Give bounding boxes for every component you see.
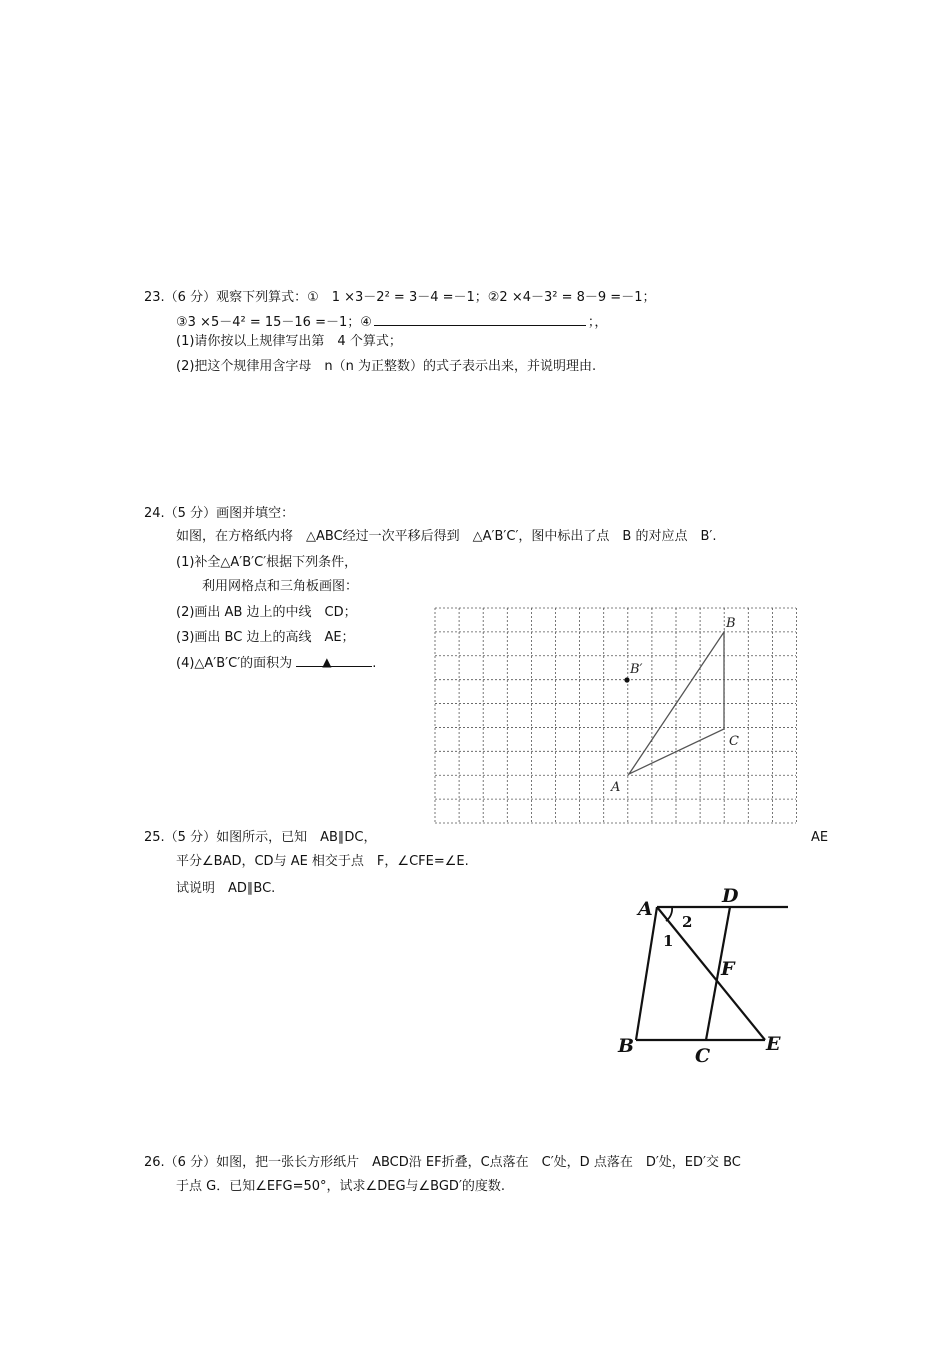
label-b-prime: B′ [630,662,643,677]
q24-stem: 24.（5 分）画图并填空： [144,506,295,521]
q23-stem: 23.（6 分）观察下列算式：① 1 ×3－2² = 3－4 =－1；②2 ×4－3² = 8－9 =－1； [144,290,656,305]
q25-stem: 25.（5 分）如图所示，已知 AB∥DC， [144,830,377,845]
angle-label-2: 2 [682,913,693,931]
triangle-marker-icon: ▲ [322,655,332,669]
q24-sub4-text: (4)△A′B′C′的面积为 [176,656,293,671]
label-a: A [638,898,653,920]
q24-grid-figure [434,607,798,825]
label-f: F [721,958,735,980]
q25-figure [600,880,800,1070]
label-b: B [726,616,736,631]
triangle-abc [629,632,724,774]
label-b: B [618,1035,635,1057]
q26-stem: 26.（6 分）如图，把一张长方形纸片 ABCD沿 EF折叠，C点落在 C′处，D 点落在 D′处，ED′交 BC [144,1155,741,1170]
q23-line2 [176,313,607,332]
q24-sub1b: 利用网格点和三角板画图： [202,579,359,594]
label-a: A [611,780,621,795]
q24-area-blank[interactable] [296,654,372,667]
q24-sub1: (1)补全△A′B′C′根据下列条件， [176,555,358,570]
line-ae [657,907,765,1040]
q24-intro: 如图，在方格纸内将 △ABC经过一次平移后得到 △A′B′C′，图中标出了点 B 的对应点 B′. [176,529,717,544]
q24-sub2: (2)画出 AB 边上的中线 CD； [176,605,357,620]
q24-sub4-end: . [372,656,377,671]
q23-line2-text: ③3 ×5－4² = 15－16 =－1；④ [176,315,372,330]
label-d: D [722,885,739,907]
q23-line2-end: ；， [587,315,608,330]
angle-label-1: 1 [663,932,674,950]
q23-answer-blank[interactable] [374,313,586,326]
line-ab [636,907,657,1040]
q25-stem-right: AE [811,830,829,845]
q23-sub2: (2)把这个规律用含字母 n（n 为正整数）的式子表示出来，并说明理由. [176,359,597,374]
point-b-prime [624,677,629,682]
q26-line2: 于点 G．已知∠EFG=50°，试求∠DEG与∠BGD′的度数. [176,1179,506,1194]
label-e: E [766,1033,781,1055]
label-c: C [695,1045,711,1067]
label-c: C [729,734,739,749]
q24-sub3: (3)画出 BC 边上的高线 AE； [176,630,355,645]
q23-sub1: (1)请你按以上规律写出第 4 个算式； [176,334,402,349]
q25-line2: 平分∠BAD，CD与 AE 相交于点 F，∠CFE=∠E. [176,854,469,869]
q24-sub4 [176,654,376,673]
q25-line3: 试说明 AD∥BC. [176,881,276,896]
